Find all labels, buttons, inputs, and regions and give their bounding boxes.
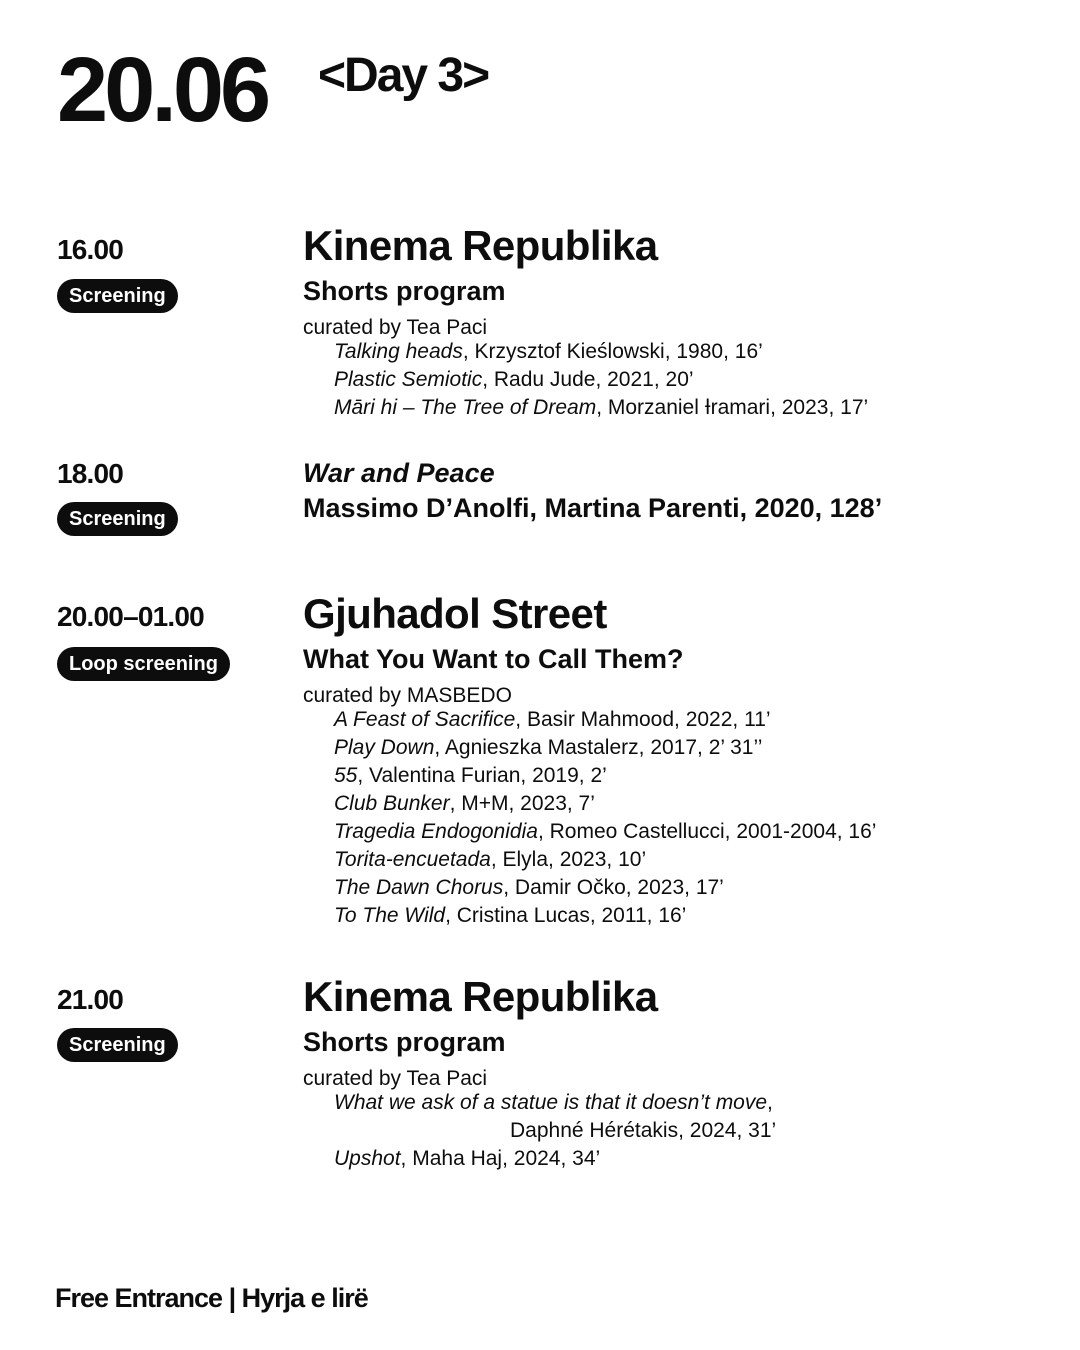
curator-line: curated by Tea Paci <box>303 1067 488 1090</box>
event-details <box>303 973 1043 1173</box>
film-credit: Massimo D’Anolfi, Martina Parenti, 2020, 128’ <box>303 493 883 523</box>
event-type-badge: Screening <box>57 279 178 313</box>
day-label: <Day 3> <box>318 49 489 102</box>
event-type-badge: Loop screening <box>57 647 230 681</box>
film-list <box>303 338 1043 422</box>
event-time: 16.00 <box>57 234 124 265</box>
film-item: Upshot, Maha Haj, 2024, 34’ <box>334 1147 601 1170</box>
film-list <box>303 1089 1043 1173</box>
venue-title: Kinema Republika <box>303 973 658 1020</box>
film-item: Talking heads, Krzysztof Kieślowski, 1980, 16’ <box>334 340 763 363</box>
venue-title: Gjuhadol Street <box>303 590 607 637</box>
event-details <box>303 460 1043 522</box>
curator-line: curated by MASBEDO <box>303 684 512 707</box>
film-item: Plastic Semiotic, Radu Jude, 2021, 20’ <box>334 368 694 391</box>
event-time: 21.00 <box>57 984 124 1015</box>
event-type-badge: Screening <box>57 1028 178 1062</box>
film-list <box>303 706 1043 930</box>
entrance-note: Free Entrance | Hyrja e lirë <box>55 1283 368 1313</box>
curator-line: curated by Tea Paci <box>303 316 488 339</box>
date-heading: 20.06 <box>57 39 268 141</box>
venue-title: Kinema Republika <box>303 222 658 269</box>
film-item: A Feast of Sacrifice, Basir Mahmood, 2022, 11’ <box>334 708 771 731</box>
program-title: Shorts program <box>303 1027 506 1057</box>
film-item: 55, Valentina Furian, 2019, 2’ <box>334 764 607 787</box>
event-type-badge: Screening <box>57 502 178 536</box>
film-item: The Dawn Chorus, Damir Očko, 2023, 17’ <box>334 876 724 899</box>
event-time: 20.00–01.00 <box>57 601 204 632</box>
film-item: Club Bunker, M+M, 2023, 7’ <box>334 792 595 815</box>
film-item: Māri hi – The Tree of Dream, Morzaniel Ɨramari, 2023, 17’ <box>334 396 869 419</box>
film-item: What we ask of a statue is that it doesn’t move, <box>334 1091 773 1114</box>
event-details <box>303 222 1043 422</box>
film-item-continued: Daphné Hérétakis, 2024, 31’ <box>510 1119 777 1142</box>
film-item: Torita-encuetada, Elyla, 2023, 10’ <box>334 848 647 871</box>
event-time: 18.00 <box>57 458 124 489</box>
film-item: To The Wild, Cristina Lucas, 2011, 16’ <box>334 904 687 927</box>
program-title: What You Want to Call Them? <box>303 644 684 674</box>
program-title: Shorts program <box>303 276 506 306</box>
event-details <box>303 590 1043 930</box>
film-item: Play Down, Agnieszka Mastalerz, 2017, 2’ 31’’ <box>334 736 763 759</box>
film-title: War and Peace <box>303 458 495 488</box>
film-item: Tragedia Endogonidia, Romeo Castellucci, 2001-2004, 16’ <box>334 820 877 843</box>
